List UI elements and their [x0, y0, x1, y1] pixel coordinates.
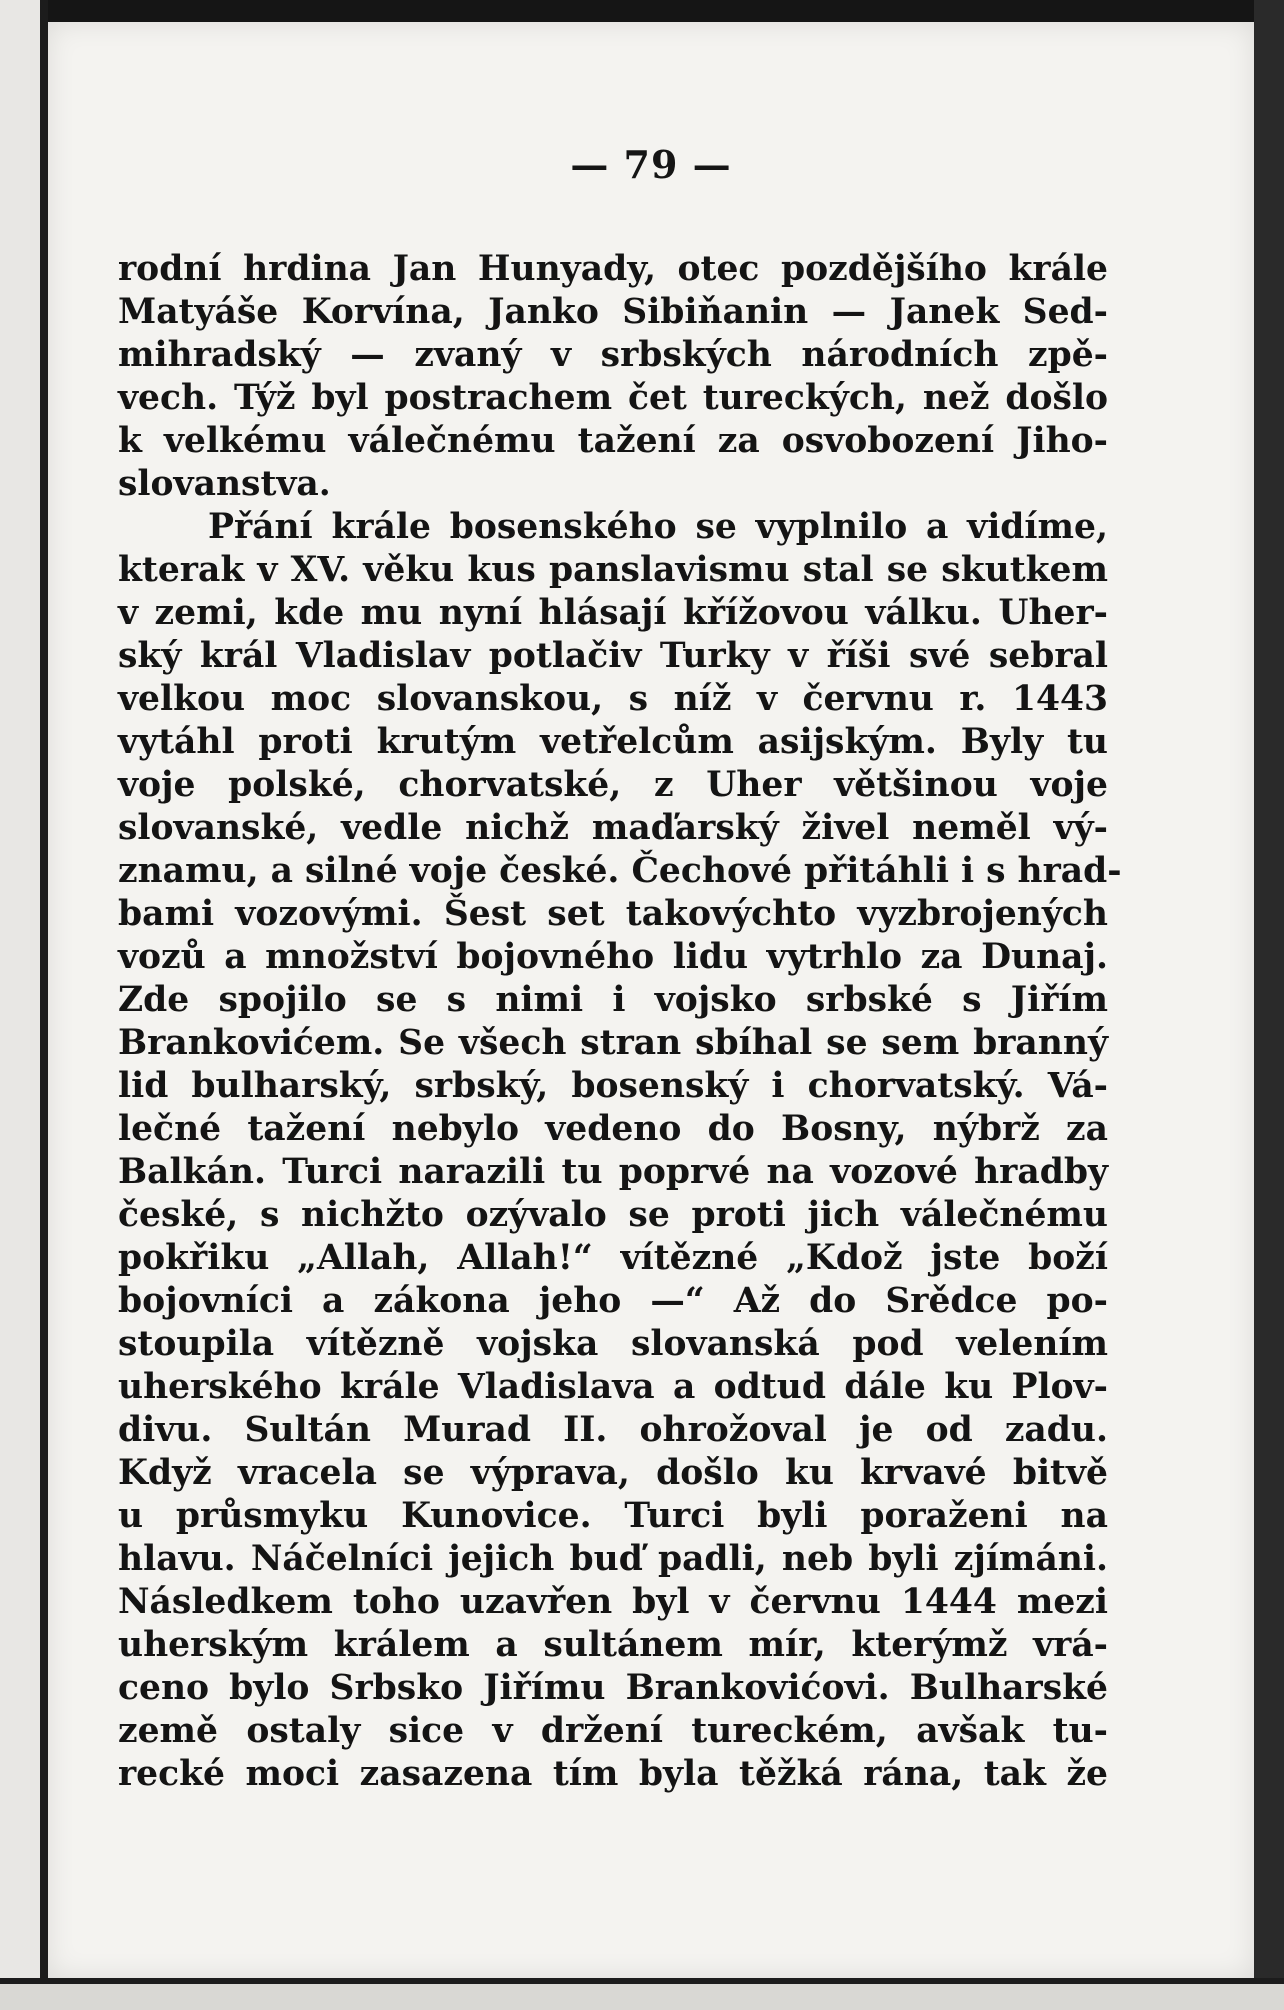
text-line: Přání krále bosenského se vyplnilo a vidíme, [208, 507, 1108, 547]
text-line: lid bulharský, srbský, bosenský i chorvatský. Vá- [118, 1066, 1108, 1106]
text-line: země ostaly sice v držení tureckém, avšak tu- [118, 1711, 1108, 1751]
text-line: slovanstva. [118, 464, 331, 504]
scan-left-border [0, 0, 48, 2010]
text-line: vytáhl proti krutým vetřelcům asijským. Byly tu [118, 722, 1108, 762]
text-line: české, s nichžto ozývalo se proti jich válečnému [118, 1195, 1108, 1235]
text-line: k velkému válečnému tažení za osvobození Jiho- [118, 421, 1108, 461]
text-line: ský král Vladislav potlačiv Turky v říši své sebral [118, 636, 1108, 676]
book-page [48, 22, 1254, 1978]
text-line: voje polské, chorvatské, z Uher většinou voje [118, 765, 1108, 805]
text-line: Brankovićem. Se všech stran sbíhal se sem branný [118, 1023, 1108, 1063]
text-line: Následkem toho uzavřen byl v červnu 1444 mezi [118, 1582, 1108, 1622]
text-line: uherským králem a sultánem mír, kterýmž vrá- [118, 1625, 1108, 1665]
text-line: Matyáše Korvína, Janko Sibiňanin — Janek Sed- [118, 292, 1108, 332]
text-line: uherského krále Vladislava a odtud dále ku Plov- [118, 1367, 1108, 1407]
body-text [118, 248, 1122, 1796]
text-line: v zemi, kde mu nyní hlásají křížovou válku. Uher- [118, 593, 1108, 633]
text-line: u průsmyku Kunovice. Turci byli poraženi na [118, 1496, 1108, 1536]
text-line: slovanské, vedle nichž maďarský živel neměl vý- [118, 808, 1108, 848]
text-line: velkou moc slovanskou, s níž v červnu r. 1443 [118, 679, 1108, 719]
text-line: znamu, a silné voje české. Čechové přitáhli i s hrad- [118, 851, 1122, 891]
text-line: stoupila vítězně vojska slovanská pod velením [118, 1324, 1108, 1364]
text-line: Balkán. Turci narazili tu poprvé na vozové hradby [118, 1152, 1108, 1192]
text-line: kterak v XV. věku kus panslavismu stal se skutkem [118, 550, 1108, 590]
text-line: ceno bylo Srbsko Jiřímu Brankovićovi. Bulharské [118, 1668, 1108, 1708]
scan-right-border [1254, 0, 1284, 2010]
page-number: — 79 — [570, 142, 732, 187]
text-line: vozů a množství bojovného lidu vytrhlo za Dunaj. [118, 937, 1108, 977]
scan-bottom-border [0, 1978, 1284, 2010]
text-line: vech. Týž byl postrachem čet tureckých, než došlo [118, 378, 1108, 418]
text-line: Když vracela se výprava, došlo ku krvavé bitvě [118, 1453, 1108, 1493]
text-line: bojovníci a zákona jeho —“ Až do Srědce po- [118, 1281, 1108, 1321]
text-line: pokřiku „Allah, Allah!“ vítězné „Kdož jste boží [118, 1238, 1108, 1278]
text-line: lečné tažení nebylo vedeno do Bosny, nýbrž za [118, 1109, 1108, 1149]
text-line: mihradský — zvaný v srbských národních zpě- [118, 335, 1108, 375]
text-line: divu. Sultán Murad II. ohrožoval je od zadu. [118, 1410, 1108, 1450]
text-line: hlavu. Náčelníci jejich buď padli, neb byli zjímáni. [118, 1539, 1108, 1579]
text-line: recké moci zasazena tím byla těžká rána, tak že [118, 1754, 1108, 1794]
text-line: rodní hrdina Jan Hunyady, otec pozdějšího krále [118, 249, 1108, 289]
text-line: Zde spojilo se s nimi i vojsko srbské s Jiřím [118, 980, 1108, 1020]
text-line: bami vozovými. Šest set takovýchto vyzbrojených [118, 894, 1108, 934]
scan-top-border [0, 0, 1284, 24]
